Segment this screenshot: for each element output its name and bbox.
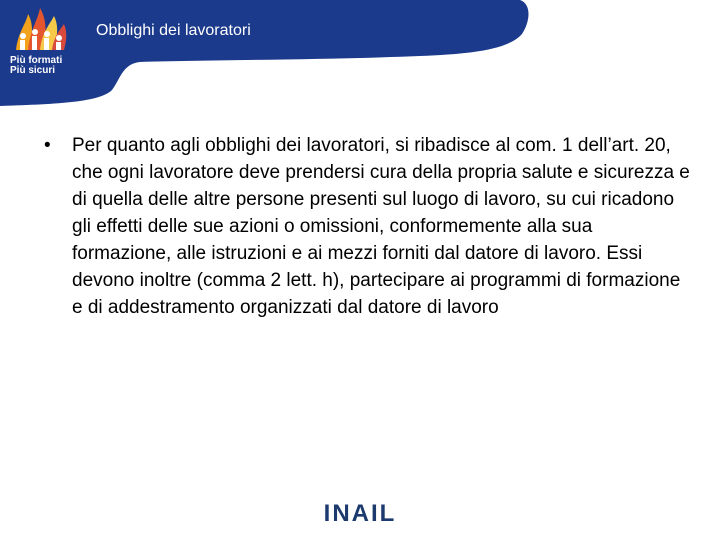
bullet-marker: •	[44, 135, 51, 156]
bullet-text: Per quanto agli obblighi dei lavoratori, si ribadisce al com. 1 dell’art. 20, che ogni lavoratore deve prendersi cura della propria salute e sicurezza e di quella delle altre persone presenti sul luogo di lavoro, su cui ricadono gli effetti delle sue azioni o omissioni, conformemente alla sua formazione, alle istruzioni e ai mezzi forniti dal datore di lavoro. Essi devono inoltre (comma 2 lett. h), partecipare ai programmi di formazione e di addestramento organizzati dal datore di lavoro	[72, 135, 690, 318]
inail-logo-text: INAIL	[323, 500, 397, 527]
logo-tagline-line2: Più sicuri	[10, 65, 56, 76]
slide-content	[44, 132, 694, 321]
slide-title: Obblighi dei lavoratori	[96, 22, 251, 39]
logo-tagline-line1: Più formati	[10, 55, 63, 66]
bullet-item	[44, 132, 694, 321]
footer-logo	[0, 500, 720, 528]
header-banner	[0, 0, 540, 110]
logo-tagline	[10, 56, 62, 76]
